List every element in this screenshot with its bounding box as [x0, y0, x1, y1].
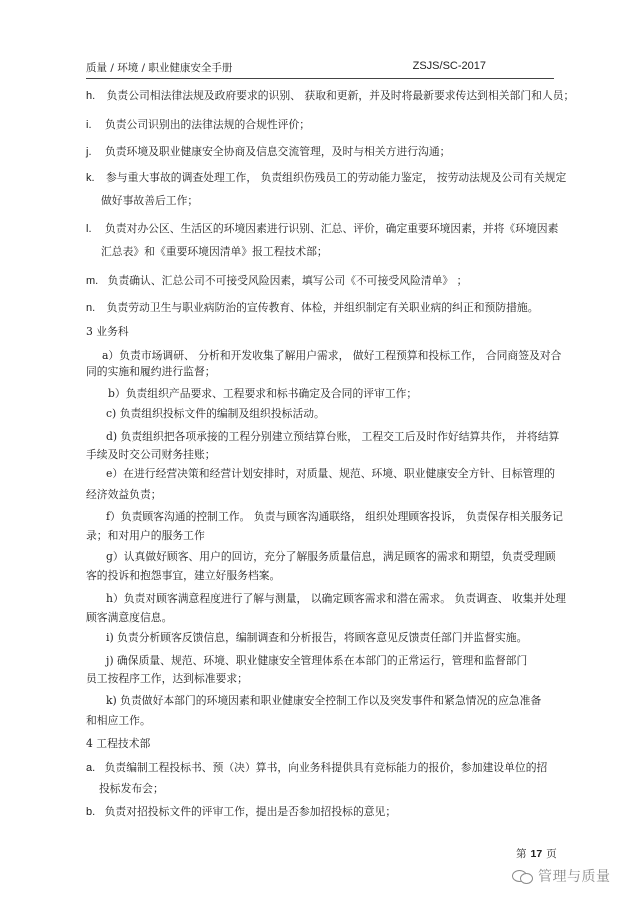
list-item-i: i. 负责公司识别出的法律法规的合规性评价；: [86, 118, 311, 131]
business-item-j: j) 确保质量、规范、环境、职业健康安全管理体系在本部门的正常运行，管理和监督部门: [106, 654, 528, 667]
business-item-d: d) 负责组织把各项承接的工程分别建立预结算台账， 工程交工后及时作好结算共作， 并将结算: [106, 430, 560, 443]
list-item-k: k. 参与重大事故的调查处理工作， 负责组织伤残员工的劳动能力鉴定， 按劳动法规及公司有关规定: [86, 171, 567, 184]
business-item-a-continued: 同的实施和履约进行监督；: [86, 365, 216, 378]
business-item-j-continued: 员工按程序工作，达到标准要求；: [86, 672, 248, 685]
business-item-f: f）负责顾客沟通的控制工作。 负责与顾客沟通联络， 组织处理顾客投诉， 负责保存相关服务记: [106, 510, 563, 523]
business-item-d-continued: 手续及时交公司财务挂账；: [86, 448, 216, 461]
business-item-h: h）负责对顾客满意程度进行了解与测量， 以确定顾客需求和潜在需求。 负责调查、 收集并处理: [106, 592, 566, 605]
header-divider: [86, 78, 554, 79]
business-item-e-continued: 经济效益负责；: [86, 488, 162, 501]
engineering-item-a-continued: 投标发布会；: [99, 782, 164, 795]
engineering-item-a: a. 负责编制工程投标书、预（决）算书，向业务科提供具有竞标能力的报价，参加建设单位的招: [86, 761, 548, 774]
business-item-f-continued: 录；和对用户的服务工作: [86, 529, 205, 542]
list-item-n: n. 负责劳动卫生与职业病防治的宣传教育、体检，并组织制定有关职业病的纠正和预防措施。: [86, 301, 539, 314]
business-item-k: k) 负责做好本部门的环境因素和职业健康安全控制工作以及突发事件和紧急情况的应急准备: [106, 694, 542, 707]
business-item-h-continued: 顾客满意度信息。: [86, 611, 173, 624]
manual-title: 质量 / 环境 / 职业健康安全手册: [86, 62, 233, 74]
document-code: ZSJS/SC-2017: [412, 60, 486, 72]
business-item-g-continued: 客的投诉和抱怨事宜，建立好服务档案。: [86, 569, 281, 582]
business-item-c: c) 负责组织投标文件的编制及组织投标活动。: [106, 407, 325, 420]
list-item-k-continued: 做好事故善后工作；: [101, 194, 199, 207]
watermark: [512, 866, 611, 886]
business-item-g: g）认真做好顾客、用户的回访，充分了解服务质量信息，满足顾客的需求和期望，负责受理顾: [106, 550, 556, 563]
section-heading-engineering: 4 工程技术部: [86, 737, 151, 750]
business-item-i: i) 负责分析顾客反馈信息，编制调查和分析报告，将顾客意见反馈责任部门并监督实施。: [106, 631, 528, 644]
list-item-h: h. 负责公司相法律法规及政府要求的识别、 获取和更新，并及时将最新要求传达到相关部门和人员；: [86, 89, 575, 102]
business-item-e: e）在进行经营决策和经营计划安排时，对质量、规范、环境、职业健康安全方针、目标管理的: [106, 467, 556, 480]
watermark-text: 管理与质量: [538, 869, 611, 885]
business-item-k-continued: 和相应工作。: [86, 714, 151, 727]
list-item-l-continued: 汇总表》和《重要环境因清单》报工程技术部；: [101, 245, 328, 258]
wechat-icon: [512, 868, 534, 884]
business-item-a: a）负责市场调研、 分析和开发收集了解用户需求， 做好工程预算和投标工作， 合同商签及对合: [102, 349, 562, 362]
section-heading-business: 3 业务科: [86, 325, 129, 338]
list-item-l: l. 负责对办公区、生活区的环境因素进行识别、汇总、评价，确定重要环境因素，并将《环境因素: [86, 222, 559, 235]
page-number: 第 17 页: [516, 848, 557, 860]
list-item-m: m. 负责确认、汇总公司不可接受风险因素，填写公司《不可接受风险清单》 ；: [86, 274, 468, 287]
business-item-b: b）负责组织产品要求、工程要求和标书确定及合同的评审工作；: [108, 387, 418, 400]
engineering-item-b: b. 负责对招投标文件的评审工作，提出是否参加招投标的意见；: [86, 805, 397, 818]
page-header: [86, 60, 554, 78]
list-item-j: j. 负责环境及职业健康安全协商及信息交流管理，及时与相关方进行沟通；: [86, 145, 451, 158]
